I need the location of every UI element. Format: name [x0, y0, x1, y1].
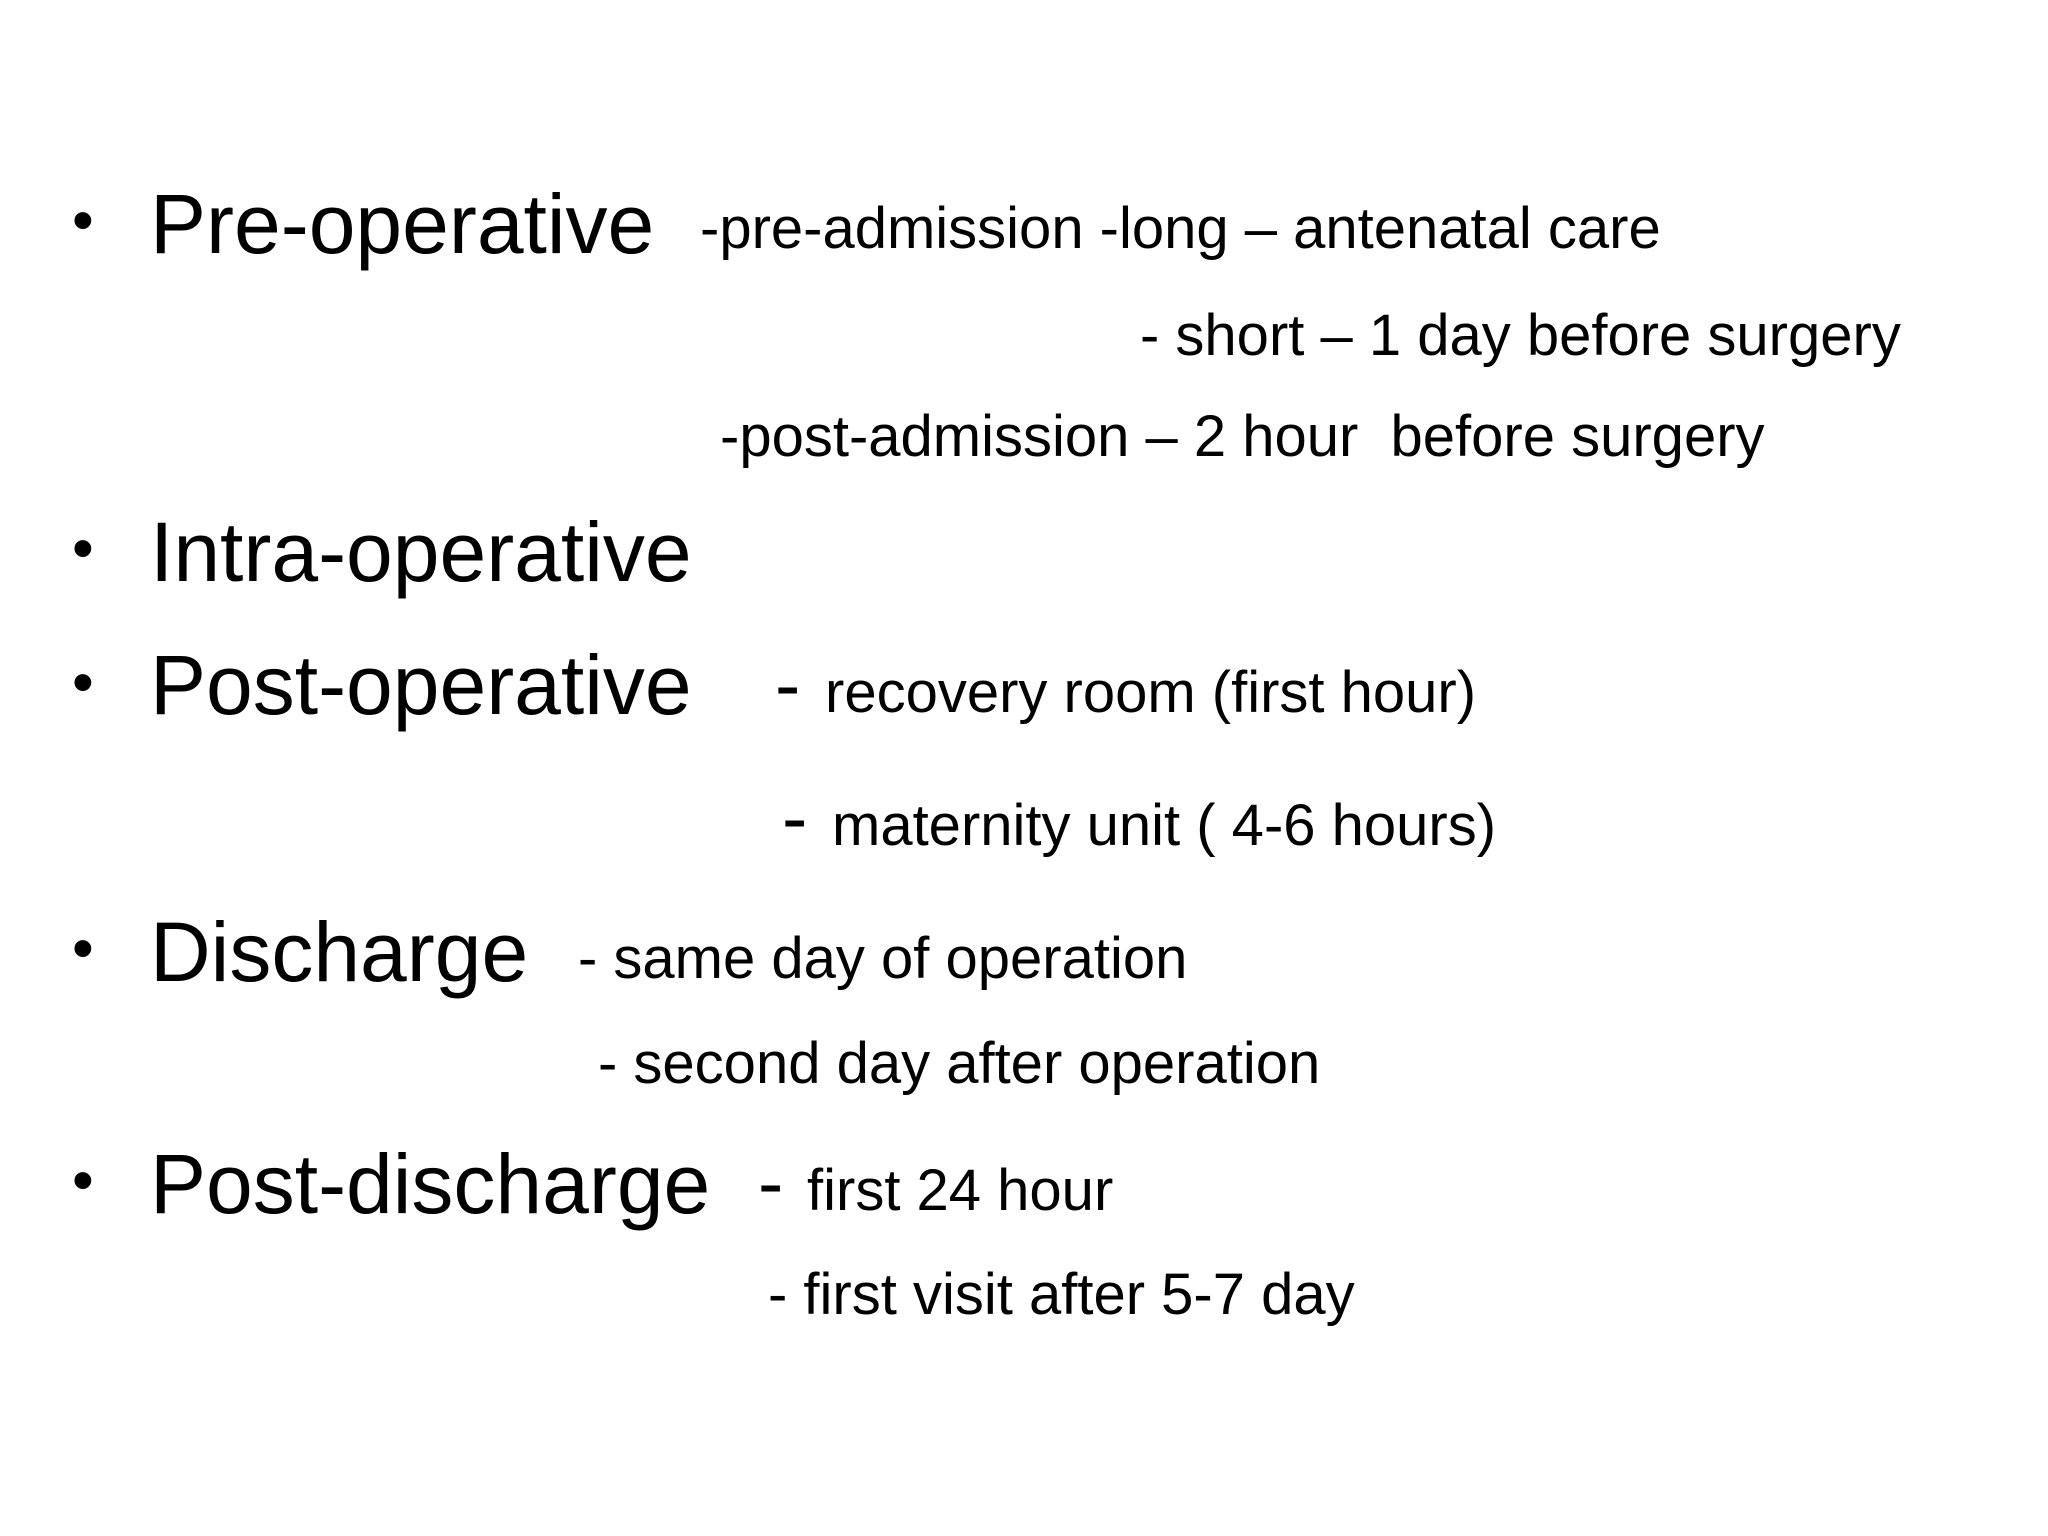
detail-same-day: - same day of operation	[578, 926, 1188, 991]
detail-pre-admission: -pre-admission -long – antenatal care	[700, 196, 1661, 261]
detail-maternity-unit: maternity unit ( 4-6 hours)	[832, 793, 1497, 858]
detail-post-admission: -post-admission – 2 hour before surgery	[720, 404, 1765, 469]
bullet-marker: •	[72, 914, 94, 983]
detail-dash: -	[782, 776, 808, 861]
heading-discharge: Discharge	[150, 905, 529, 999]
bullet-marker: •	[72, 186, 94, 255]
heading-pre-operative: Pre-operative	[150, 177, 655, 271]
detail-short: - short – 1 day before surgery	[1140, 303, 1901, 368]
detail-dash: -	[758, 1141, 784, 1226]
detail-first-visit: - first visit after 5-7 day	[768, 1262, 1355, 1327]
heading-post-discharge: Post-discharge	[150, 1137, 711, 1231]
bullet-marker: •	[72, 1146, 94, 1215]
detail-first-24-hour: first 24 hour	[807, 1158, 1114, 1223]
detail-dash: -	[775, 643, 801, 728]
detail-second-day: - second day after operation	[598, 1031, 1321, 1096]
heading-intra-operative: Intra-operative	[150, 505, 692, 599]
bullet-marker: •	[72, 514, 94, 583]
detail-recovery-room: recovery room (first hour)	[825, 660, 1477, 725]
heading-post-operative: Post-operative	[150, 638, 692, 732]
bullet-marker: •	[72, 648, 94, 717]
